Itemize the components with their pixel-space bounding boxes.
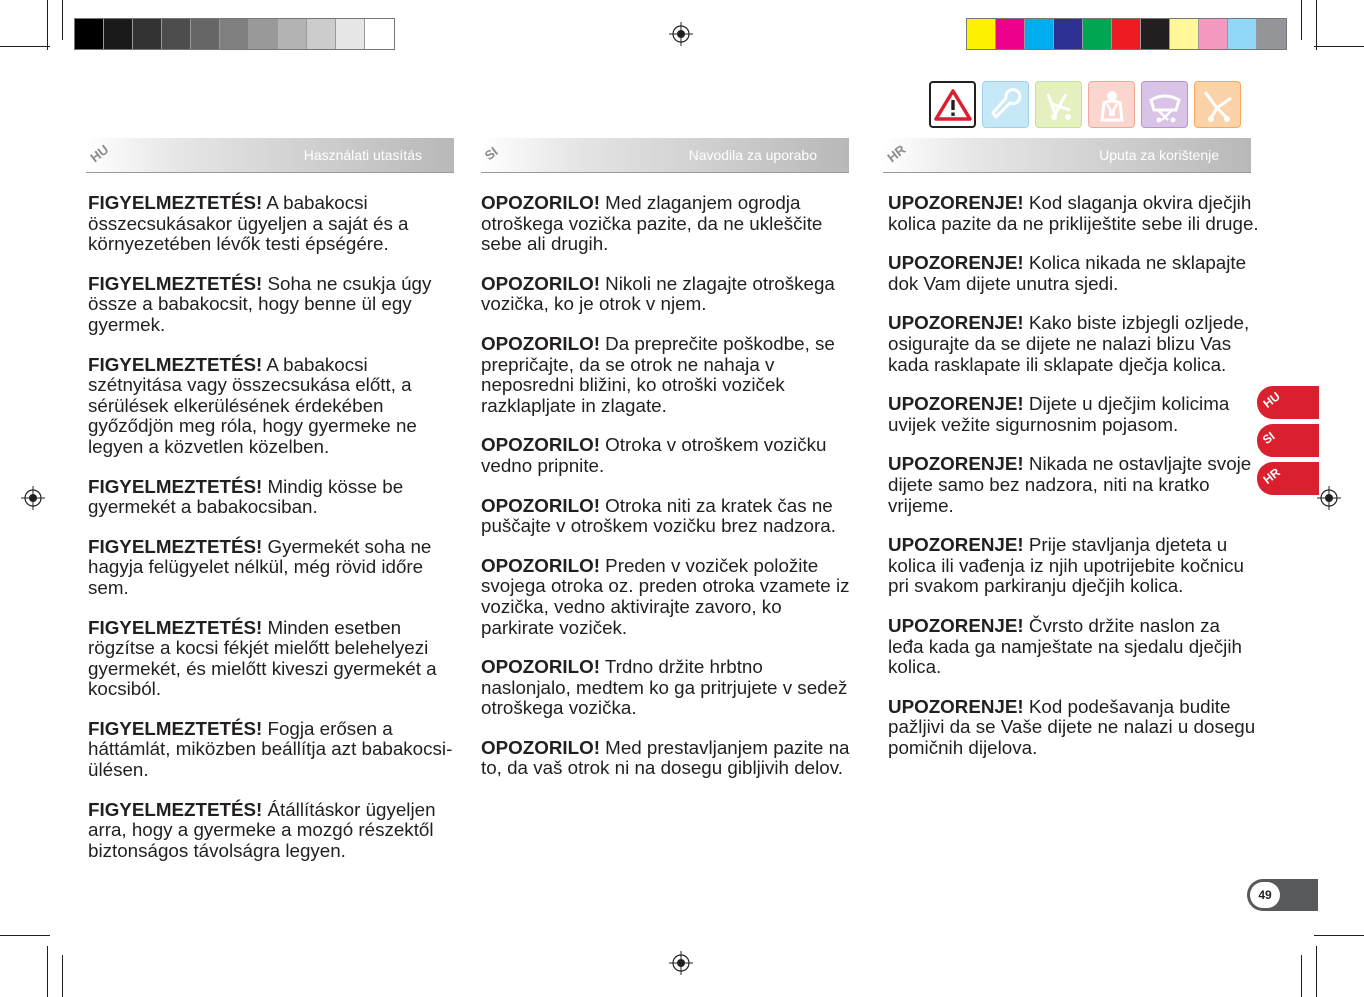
process-color-swatch bbox=[1083, 19, 1112, 49]
warning-paragraph bbox=[481, 334, 853, 416]
process-color-swatch bbox=[1054, 19, 1083, 49]
warning-paragraph bbox=[481, 274, 853, 315]
warning-text: Soha ne csukja úgy össze a babakocsit, hogy benne ül egy gyermek. bbox=[88, 272, 432, 335]
stroller-open-icon bbox=[1194, 81, 1241, 128]
warning-text: Fogja erősen a háttámlát, miközben beállítja azt babakocsi-ülésen. bbox=[88, 717, 453, 781]
grayscale-swatch bbox=[191, 19, 220, 49]
warning-paragraph bbox=[888, 697, 1260, 759]
page-number: 49 bbox=[1250, 882, 1280, 908]
process-color-swatch bbox=[1228, 19, 1257, 49]
process-color-swatch bbox=[1257, 19, 1286, 49]
warning-text: Trdno držite hrbtno naslonjalo, medtem ko ga pritrjujete v sedež otroškega vozička. bbox=[481, 656, 848, 719]
warning-text: A babakocsi összecsukásakor ügyeljen a saját és a környezetében lévők testi épségére. bbox=[88, 192, 409, 255]
warning-paragraph bbox=[888, 394, 1260, 435]
warning-label: UPOZORENJE! bbox=[888, 614, 1024, 636]
harness-icon bbox=[1088, 81, 1135, 128]
side-tab-hr bbox=[1257, 462, 1319, 495]
warning-paragraph bbox=[888, 193, 1260, 234]
side-tab-label: HR bbox=[1260, 465, 1283, 487]
lang-tag: HU bbox=[87, 141, 112, 166]
warning-paragraph bbox=[88, 477, 460, 518]
warning-label: UPOZORENJE! bbox=[888, 252, 1024, 274]
warning-label: OPOZORILO! bbox=[481, 656, 600, 678]
warning-text: Da preprečite poškodbe, se prepričajte, da se otrok ne nahaja v neposredni bližini, ko otroški voziček razklapljate in zlagate. bbox=[481, 332, 835, 416]
warning-label: OPOZORILO! bbox=[481, 434, 600, 456]
warning-paragraph bbox=[88, 800, 460, 862]
warning-label: UPOZORENJE! bbox=[888, 453, 1024, 475]
warning-text: Prije stavljanja djeteta u kolica ili vađenja iz njih upotrijebite kočnicu pri svakom parkiranju dječjih kolica. bbox=[888, 534, 1244, 597]
warning-text: Dijete u dječjim kolicima uvijek vežite sigurnosnim pojasom. bbox=[888, 393, 1230, 435]
lang-tag: SI bbox=[481, 143, 501, 164]
side-tab-si bbox=[1257, 424, 1319, 457]
warning-text: Otroka niti za kratek čas ne puščajte v otroškem vozičku brez nadzora. bbox=[481, 494, 836, 537]
process-color-swatch bbox=[996, 19, 1025, 49]
bassinet-icon bbox=[1141, 81, 1188, 128]
warning-paragraph bbox=[481, 738, 853, 779]
warning-label: UPOZORENJE! bbox=[888, 534, 1024, 556]
warning-label: OPOZORILO! bbox=[481, 272, 600, 294]
process-color-swatch bbox=[967, 19, 996, 49]
header-hu bbox=[86, 138, 454, 172]
warning-label: FIGYELMEZTETÉS! bbox=[88, 272, 263, 294]
icon-strip bbox=[929, 81, 1241, 128]
warning-text: Mindig kösse be gyermekét a babakocsiban. bbox=[88, 475, 404, 518]
side-tab-label: SI bbox=[1259, 428, 1278, 448]
warning-paragraph bbox=[888, 313, 1260, 375]
warning-paragraph bbox=[888, 535, 1260, 597]
warning-label: UPOZORENJE! bbox=[888, 695, 1024, 717]
grayscale-swatch bbox=[220, 19, 249, 49]
warning-icon bbox=[929, 81, 976, 128]
warning-text: Otroka v otroškem vozičku vedno pripnite. bbox=[481, 434, 827, 476]
warning-paragraph bbox=[481, 496, 853, 537]
warning-label: OPOZORILO! bbox=[481, 494, 600, 516]
warning-label: UPOZORENJE! bbox=[888, 393, 1024, 415]
grayscale-color-bar bbox=[74, 18, 395, 50]
warning-label: OPOZORILO! bbox=[481, 332, 600, 354]
warning-text: Med zlaganjem ogrodja otroškega vozička pazite, da ne uklеščite sebe ali drugih. bbox=[481, 192, 823, 255]
warning-label: OPOZORILO! bbox=[481, 736, 600, 758]
warning-label: UPOZORENJE! bbox=[888, 312, 1024, 334]
column-si bbox=[481, 193, 853, 798]
warning-text: A babakocsi szétnyitása vagy összecsukása előtt, a sérülések elkerülésének érdekében győződjön meg róla, hogy gyermeke ne legyen a közvetlen közelben. bbox=[88, 353, 417, 457]
header-title: Uputa za korištenje bbox=[1099, 147, 1219, 163]
wrench-icon bbox=[982, 81, 1029, 128]
warning-text: Kod slaganja okvira dječjih kolica pazite da ne prikliještite sebe ili druge. bbox=[888, 192, 1259, 234]
process-color-swatch bbox=[1170, 19, 1199, 49]
process-color-swatch bbox=[1199, 19, 1228, 49]
warning-label: FIGYELMEZTETÉS! bbox=[88, 475, 263, 497]
grayscale-swatch bbox=[104, 19, 133, 49]
warning-text: Nikoli ne zlagajte otroškega vozička, ko je otrok v njem. bbox=[481, 272, 835, 315]
grayscale-swatch bbox=[133, 19, 162, 49]
warning-label: UPOZORENJE! bbox=[888, 192, 1024, 213]
process-color-swatch bbox=[1112, 19, 1141, 49]
grayscale-swatch bbox=[365, 19, 394, 49]
warning-text: Čvrsto držite naslon za leđa kada ga namještate na sjedalu dječjih kolica. bbox=[888, 614, 1242, 678]
header-hr bbox=[883, 138, 1251, 172]
warning-text: Gyermekét soha ne hagyja felügyelet nélkül, még rövid időre sem. bbox=[88, 535, 432, 598]
warning-paragraph bbox=[88, 537, 460, 599]
warning-paragraph bbox=[481, 556, 853, 638]
process-color-bar bbox=[966, 18, 1287, 50]
grayscale-swatch bbox=[278, 19, 307, 49]
warning-paragraph bbox=[88, 193, 460, 255]
header-si bbox=[481, 138, 849, 172]
process-color-swatch bbox=[1141, 19, 1170, 49]
header-title: Navodila za uporabo bbox=[688, 147, 817, 163]
warning-label: OPOZORILO! bbox=[481, 554, 600, 576]
warning-paragraph bbox=[88, 719, 460, 781]
grayscale-swatch bbox=[249, 19, 278, 49]
warning-text: Med prestavljanjem pazite na to, da vaš otrok ni na dosegu gibljivih delov. bbox=[481, 736, 850, 779]
side-tab-hu bbox=[1257, 386, 1319, 419]
warning-text: Kolica nikada ne sklapajte dok Vam dijete unutra sjedi. bbox=[888, 252, 1247, 294]
process-color-swatch bbox=[1025, 19, 1054, 49]
page-number-tab bbox=[1247, 879, 1318, 911]
stroller-fold-icon bbox=[1035, 81, 1082, 128]
warning-paragraph bbox=[888, 454, 1260, 516]
warning-text: Preden v voziček položite svojega otroka oz. preden otroka vzamete iz vozička, vedno aktivirajte zavoro, ko parkirate voziček. bbox=[481, 554, 850, 638]
warning-text: Nikada ne ostavljajte svoje dijete samo bez nadzora, niti na kratko vrijeme. bbox=[888, 453, 1252, 516]
warning-paragraph bbox=[481, 657, 853, 719]
warning-paragraph bbox=[88, 274, 460, 336]
grayscale-swatch bbox=[75, 19, 104, 49]
registration-mark-left bbox=[21, 486, 45, 510]
grayscale-swatch bbox=[307, 19, 336, 49]
warning-label: FIGYELMEZTETÉS! bbox=[88, 535, 263, 557]
warning-label: FIGYELMEZTETÉS! bbox=[88, 353, 263, 375]
warning-paragraph bbox=[88, 618, 460, 700]
registration-mark-bottom bbox=[669, 951, 693, 975]
warning-label: FIGYELMEZTETÉS! bbox=[88, 798, 263, 820]
side-tab-label: HU bbox=[1260, 389, 1283, 411]
header-title: Használati utasítás bbox=[303, 147, 422, 163]
warning-label: OPOZORILO! bbox=[481, 192, 600, 213]
grayscale-swatch bbox=[162, 19, 191, 49]
warning-paragraph bbox=[88, 355, 460, 458]
warning-label: FIGYELMEZTETÉS! bbox=[88, 717, 263, 739]
column-hu bbox=[88, 193, 460, 880]
warning-text: Kako biste izbjegli ozljede, osigurajte da se dijete ne nalazi blizu Vas kada rasklapate ili sklapate dječja kolica. bbox=[888, 312, 1250, 375]
warning-label: FIGYELMEZTETÉS! bbox=[88, 192, 263, 213]
warning-text: Átállításkor ügyeljen arra, hogy a gyermeke a mozgó részektől biztonságos távolságra legyen. bbox=[88, 798, 436, 861]
warning-paragraph bbox=[888, 253, 1260, 294]
grayscale-swatch bbox=[336, 19, 365, 49]
lang-tag: HR bbox=[884, 141, 909, 166]
column-hr bbox=[888, 193, 1260, 777]
registration-mark-right bbox=[1317, 486, 1341, 510]
warning-text: Kod podešavanja budite pažljivi da se Vaše dijete ne nalazi u dosegu pomičnih dijelova. bbox=[888, 695, 1256, 758]
warning-paragraph bbox=[888, 616, 1260, 678]
warning-paragraph bbox=[481, 435, 853, 476]
warning-label: FIGYELMEZTETÉS! bbox=[88, 616, 263, 638]
warning-text: Minden esetben rögzítse a kocsi fékjét mielőtt belehelyezi gyermekét, és mielőtt kiveszi gyermekét a kocsiból. bbox=[88, 616, 437, 700]
warning-paragraph bbox=[481, 193, 853, 255]
registration-mark-top bbox=[669, 22, 693, 46]
